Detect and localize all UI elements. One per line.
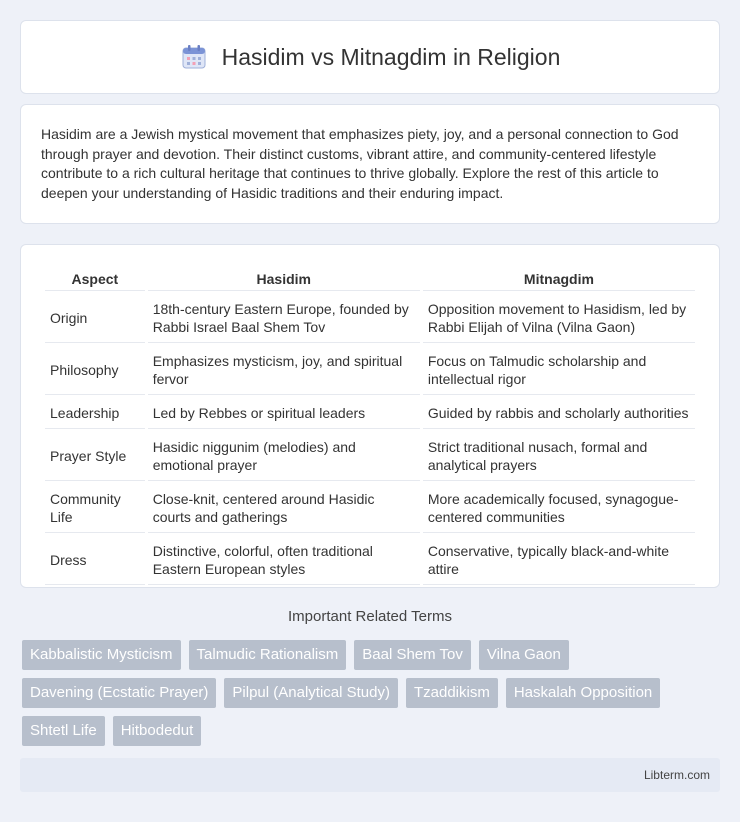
table-row [45,483,695,533]
table-row [45,293,695,343]
header-card [20,20,720,94]
comparison-table [42,265,698,587]
table-row [45,345,695,395]
row-aspect: Leadership [45,397,145,429]
table-header-row [45,267,695,291]
related-terms-tags [22,640,722,746]
related-term-tag[interactable]: Pilpul (Analytical Study) [224,678,398,708]
intro-card [20,104,720,224]
row-hasidim: Hasidic niggunim (melodies) and emotional prayer [148,431,420,481]
header-aspect: Aspect [45,267,145,291]
table-row [45,397,695,429]
row-mitnagdim: Focus on Talmudic scholarship and intellectual rigor [423,345,695,395]
row-hasidim: Distinctive, colorful, often traditional Eastern European styles [148,535,420,585]
related-term-tag[interactable]: Haskalah Opposition [506,678,660,708]
related-term-tag[interactable]: Hitbodedut [113,716,202,746]
header-mitnagdim: Mitnagdim [423,267,695,291]
related-term-tag[interactable]: Shtetl Life [22,716,105,746]
related-terms-title: Important Related Terms [288,608,452,625]
row-aspect: Origin [45,293,145,343]
related-term-tag[interactable]: Tzaddikism [406,678,498,708]
row-aspect: Prayer Style [45,431,145,481]
comparison-card [20,244,720,588]
row-aspect: Philosophy [45,345,145,395]
row-hasidim: Close-knit, centered around Hasidic courts and gatherings [148,483,420,533]
header-hasidim: Hasidim [148,267,420,291]
row-hasidim: Emphasizes mysticism, joy, and spiritual fervor [148,345,420,395]
footer [20,758,720,792]
title-wrap [180,43,561,71]
related-term-tag[interactable]: Baal Shem Tov [354,640,471,670]
table-row [45,535,695,585]
row-mitnagdim: Opposition movement to Hasidism, led by Rabbi Elijah of Vilna (Vilna Gaon) [423,293,695,343]
row-hasidim: Led by Rebbes or spiritual leaders [148,397,420,429]
row-mitnagdim: Strict traditional nusach, formal and analytical prayers [423,431,695,481]
footer-brand-link[interactable]: Libterm.com [643,768,710,782]
page-title: Hasidim vs Mitnagdim in Religion [221,43,561,70]
related-term-tag[interactable]: Kabbalistic Mysticism [22,640,181,670]
intro-text: Hasidim are a Jewish mystical movement that emphasizes piety, joy, and a personal connection to God through prayer and devotion. Their distinct customs, vibrant attire, and community-centered lifestyle contribute to a rich cultural heritage that continues to thrive globally. Explore the rest of this article to deepen your understanding of Hasidic traditions and their enduring impact. [41,126,679,201]
calendar-icon [180,43,208,71]
row-mitnagdim: Guided by rabbis and scholarly authorities [423,397,695,429]
row-mitnagdim: Conservative, typically black-and-white attire [423,535,695,585]
row-mitnagdim: More academically focused, synagogue-centered communities [423,483,695,533]
row-aspect: Dress [45,535,145,585]
related-term-tag[interactable]: Vilna Gaon [479,640,569,670]
row-hasidim: 18th-century Eastern Europe, founded by Rabbi Israel Baal Shem Tov [148,293,420,343]
related-term-tag[interactable]: Davening (Ecstatic Prayer) [22,678,216,708]
related-term-tag[interactable]: Talmudic Rationalism [189,640,347,670]
table-row [45,431,695,481]
row-aspect: Community Life [45,483,145,533]
